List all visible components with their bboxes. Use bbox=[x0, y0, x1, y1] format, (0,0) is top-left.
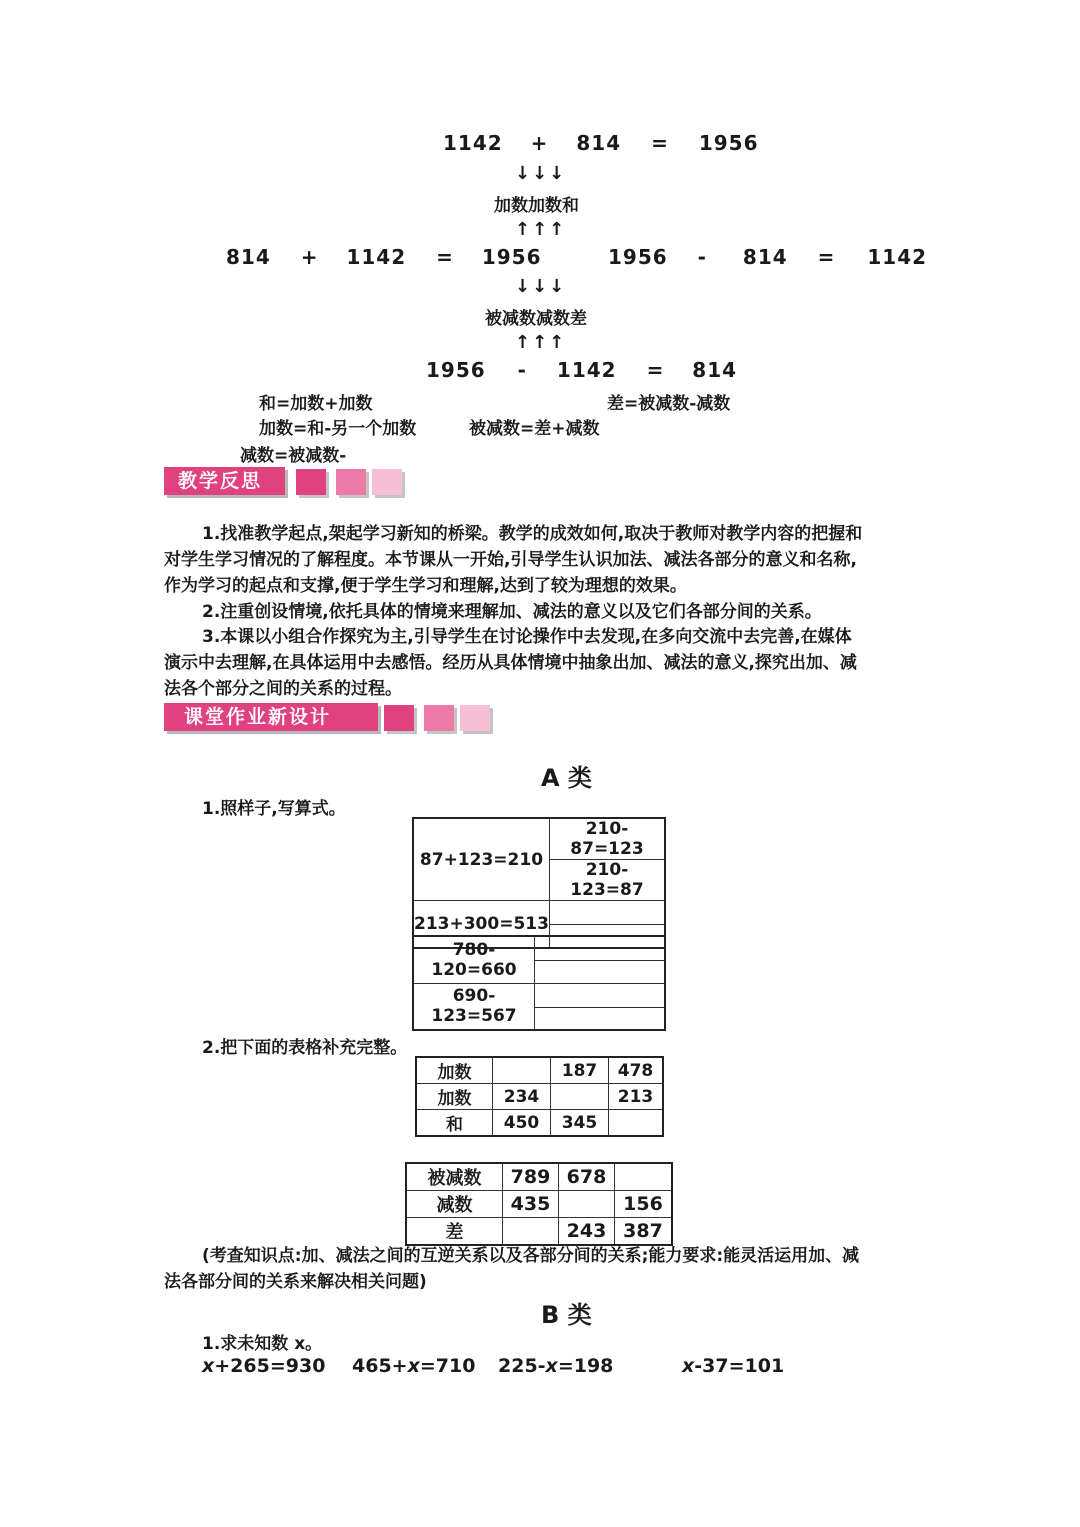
equation-top bbox=[443, 131, 759, 155]
eq-term: 1142 bbox=[346, 245, 407, 269]
eq-term: 814 bbox=[576, 131, 622, 155]
table-cell: 690-123=567 bbox=[413, 983, 535, 1030]
table-cell: 210-123=87 bbox=[549, 860, 665, 901]
eq-term: 1956 bbox=[481, 245, 542, 269]
banner-title: 课堂作业新设计 bbox=[164, 703, 378, 731]
table-cell: 243 bbox=[559, 1218, 615, 1246]
knowledge-note-line-2: 法各部分间的关系来解决相关问题) bbox=[164, 1272, 427, 1292]
eq-term: 814 bbox=[692, 358, 738, 382]
table-cell: 210-87=123 bbox=[549, 818, 665, 860]
example-table-1 bbox=[412, 817, 666, 949]
table-cell: 156 bbox=[615, 1191, 673, 1218]
reflection-line-5: 3.本课以小组合作探究为主,引导学生在讨论操作中去发现,在多向交流中去完善,在媒体 bbox=[202, 627, 852, 647]
add-arrows-down: ↓↓↓ bbox=[515, 163, 567, 184]
equation-text: -37=101 bbox=[694, 1355, 785, 1377]
equation-1 bbox=[202, 1355, 325, 1377]
eq-term: 814 bbox=[226, 245, 271, 269]
banner-title: 教学反思 bbox=[164, 467, 285, 495]
equation-bottom bbox=[426, 358, 737, 382]
eq-op: + bbox=[530, 131, 549, 155]
table-cell: 345 bbox=[551, 1110, 609, 1137]
class-a-heading: A 类 bbox=[541, 764, 592, 792]
eq-term: 1142 bbox=[443, 131, 503, 155]
knowledge-note-line-1: (考查知识点:加、减法之间的互逆关系以及各部分间的关系;能力要求:能灵活运用加、减 bbox=[202, 1246, 860, 1266]
row-header: 差 bbox=[406, 1218, 503, 1246]
sub-parts-label: 被减数减数差 bbox=[485, 309, 587, 329]
sub-arrows-down: ↓↓↓ bbox=[515, 276, 567, 297]
table-cell: 780-120=660 bbox=[413, 936, 535, 983]
sub-arrows-up: ↑↑↑ bbox=[515, 332, 567, 353]
row-header: 被减数 bbox=[406, 1163, 503, 1191]
table-cell: 187 bbox=[551, 1057, 609, 1084]
answer-cell[interactable] bbox=[609, 1110, 664, 1137]
equation-3 bbox=[498, 1355, 613, 1377]
answer-cell[interactable] bbox=[503, 1218, 559, 1246]
eq-term: 1142 bbox=[867, 245, 928, 269]
table-cell: 435 bbox=[503, 1191, 559, 1218]
reflection-line-3: 作为学习的起点和支撑,便于学生学习和理解,达到了较为理想的效果。 bbox=[164, 576, 687, 596]
table-cell: 678 bbox=[559, 1163, 615, 1191]
rule-minuend: 被减数=差+减数 bbox=[469, 419, 600, 439]
answer-cell[interactable] bbox=[549, 901, 665, 925]
eq-op: = bbox=[651, 131, 669, 155]
reflection-line-2: 对学生学习情况的了解程度。本节课从一开始,引导学生认识加法、减法各部分的意义和名称, bbox=[164, 550, 857, 570]
answer-cell[interactable] bbox=[535, 1007, 666, 1030]
table-cell: 213+300=513 bbox=[413, 901, 549, 948]
equation-left bbox=[226, 245, 542, 269]
variable-x: x bbox=[545, 1355, 558, 1377]
eq-op: = bbox=[646, 358, 665, 382]
add-arrows-up: ↑↑↑ bbox=[515, 219, 567, 240]
rule-difference: 差=被减数-减数 bbox=[607, 394, 731, 414]
equation-4 bbox=[682, 1355, 784, 1377]
equation-text: +265=930 bbox=[214, 1355, 326, 1377]
row-header: 和 bbox=[416, 1110, 493, 1137]
row-header: 减数 bbox=[406, 1191, 503, 1218]
subtraction-table bbox=[405, 1162, 673, 1246]
answer-cell[interactable] bbox=[493, 1057, 551, 1084]
reflection-line-4: 2.注重创设情境,依托具体的情境来理解加、减法的意义以及它们各部分间的关系。 bbox=[202, 602, 822, 622]
banner-square bbox=[336, 469, 366, 495]
table-cell: 87+123=210 bbox=[413, 818, 549, 901]
eq-op: - bbox=[517, 358, 527, 382]
equation-text: =710 bbox=[419, 1355, 476, 1377]
class-b-heading: B 类 bbox=[541, 1301, 592, 1329]
rule-subtrahend: 减数=被减数- bbox=[240, 446, 347, 466]
table-cell: 450 bbox=[493, 1110, 551, 1137]
reflection-line-6: 演示中去理解,在具体运用中去感悟。经历从具体情境中抽象出加、减法的意义,探究出加、减 bbox=[164, 653, 857, 673]
answer-cell[interactable] bbox=[535, 936, 666, 960]
equation-text: 225- bbox=[498, 1355, 546, 1377]
banner-square bbox=[384, 705, 414, 731]
equation-text: =198 bbox=[557, 1355, 614, 1377]
eq-term: 814 bbox=[742, 245, 788, 269]
question-3: 1.求未知数 x。 bbox=[202, 1334, 323, 1354]
eq-op: = bbox=[436, 245, 454, 269]
variable-x: x bbox=[682, 1355, 695, 1377]
eq-op: - bbox=[697, 245, 707, 269]
banner-square bbox=[372, 469, 402, 495]
rule-addend: 加数=和-另一个加数 bbox=[259, 419, 417, 439]
equation-2 bbox=[352, 1355, 475, 1377]
banner-square bbox=[424, 705, 454, 731]
answer-cell[interactable] bbox=[551, 1084, 609, 1110]
equation-text: 465+ bbox=[352, 1355, 408, 1377]
eq-term: 1956 bbox=[426, 358, 486, 382]
banner-square bbox=[296, 469, 326, 495]
row-header: 加数 bbox=[416, 1057, 493, 1084]
reflection-line-1: 1.找准教学起点,架起学习新知的桥梁。教学的成效如何,取决于教师对教学内容的把握和 bbox=[202, 524, 863, 544]
row-header: 加数 bbox=[416, 1084, 493, 1110]
banner-square bbox=[460, 705, 490, 731]
add-parts-label: 加数加数和 bbox=[494, 196, 579, 216]
question-2: 2.把下面的表格补充完整。 bbox=[202, 1038, 408, 1058]
table-cell: 387 bbox=[615, 1218, 673, 1246]
eq-term: 1956 bbox=[608, 245, 668, 269]
eq-term: 1956 bbox=[698, 131, 759, 155]
answer-cell[interactable] bbox=[535, 983, 666, 1007]
eq-op: + bbox=[300, 245, 319, 269]
addition-table bbox=[415, 1056, 664, 1137]
example-table-2 bbox=[412, 935, 666, 1031]
reflection-line-7: 法各个部分之间的关系的过程。 bbox=[164, 679, 402, 699]
equation-right bbox=[608, 245, 927, 269]
table-cell: 234 bbox=[493, 1084, 551, 1110]
table-cell: 789 bbox=[503, 1163, 559, 1191]
eq-term: 1142 bbox=[556, 358, 617, 382]
answer-cell[interactable] bbox=[535, 960, 666, 983]
rule-sum: 和=加数+加数 bbox=[259, 394, 373, 414]
variable-x: x bbox=[407, 1355, 420, 1377]
eq-op: = bbox=[817, 245, 836, 269]
answer-cell[interactable] bbox=[559, 1191, 615, 1218]
answer-cell[interactable] bbox=[615, 1163, 673, 1191]
variable-x: x bbox=[202, 1355, 215, 1377]
question-1: 1.照样子,写算式。 bbox=[202, 799, 346, 819]
table-cell: 478 bbox=[609, 1057, 664, 1084]
table-cell: 213 bbox=[609, 1084, 664, 1110]
